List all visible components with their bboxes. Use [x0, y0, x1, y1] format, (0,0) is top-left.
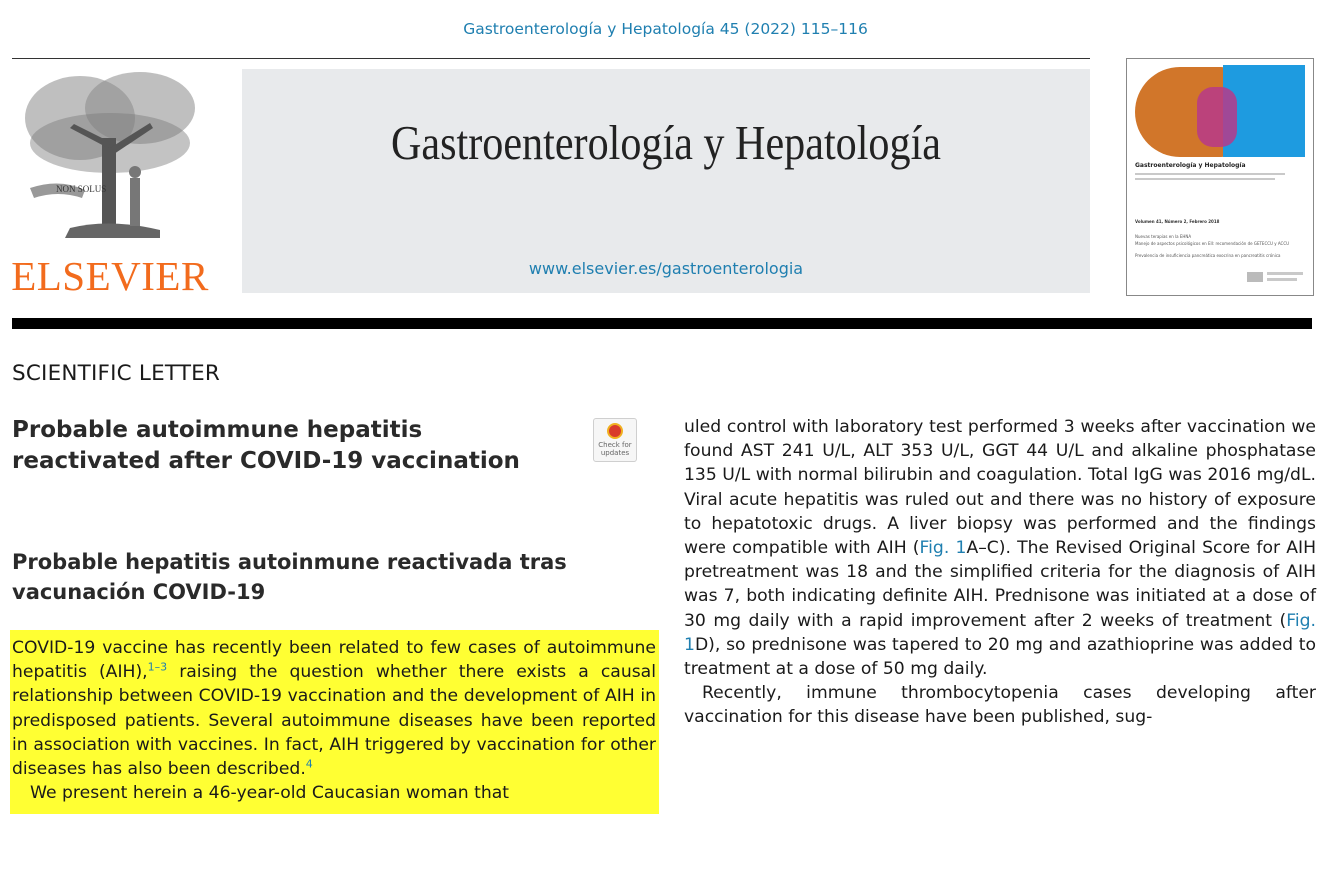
check-for-updates-button[interactable] — [593, 418, 637, 462]
elsevier-wordmark: ELSEVIER — [11, 253, 209, 299]
article-type: SCIENTIFIC LETTER — [12, 361, 221, 386]
cover-contents-line: Nuevas terapias en la EHNA — [1135, 234, 1192, 239]
check-for-updates-label: Check for updates — [598, 441, 632, 457]
cover-fineprint — [1267, 278, 1297, 281]
cover-subtitle-line — [1135, 178, 1275, 180]
header-divider — [12, 58, 1090, 59]
journal-banner — [242, 69, 1090, 293]
cover-contents-line: Prevalencia de insuficiencia pancreática exocrina en pancreatitis crónica — [1135, 253, 1281, 258]
paragraph: We present herein a 46-year-old Caucasian woman that — [30, 783, 510, 804]
paragraph — [12, 636, 656, 781]
paragraph — [684, 415, 1316, 681]
left-column — [12, 636, 656, 805]
cover-ampersand-logo — [1197, 87, 1237, 147]
citation-link[interactable]: 1–3 — [147, 660, 168, 674]
cover-title: Gastroenterología y Hepatología — [1135, 162, 1246, 169]
cover-volume: Volumen 41, Número 2, Febrero 2018 — [1135, 219, 1220, 224]
cover-fineprint — [1267, 272, 1303, 275]
elsevier-logo[interactable] — [10, 68, 210, 298]
journal-reference[interactable]: Gastroenterología y Hepatología 45 (2022) 115–116 — [463, 20, 868, 38]
paragraph: Recently, immune thrombocytopenia cases developing after vaccination for this disease have been published, sug- — [684, 683, 1316, 728]
figure-link[interactable]: Fig. 1 — [684, 610, 1316, 655]
paragraph-text: raising the question whether there exists a causal relationship between COVID-19 vaccination and the development of AIH in predisposed patients. Several autoimmune diseases have been reported in association with vaccines. In fact, AIH triggered by vaccination for other diseases has also been described. — [12, 662, 656, 780]
bookmark-icon — [607, 423, 623, 439]
article-title: Probable autoimmune hepatitis reactivated after COVID-19 vaccination — [12, 417, 520, 474]
cover-subtitle-line — [1135, 173, 1285, 175]
journal-cover-thumbnail[interactable] — [1126, 58, 1314, 296]
paragraph-text: uled control with laboratory test performed 3 weeks after vaccination we found AST 241 U/L, ALT 353 U/L, GGT 44 U/L and alkaline phosphatase 135 U/L with normal bilirubin and coagulation. Total IgG was 2016 mg/dL. Viral acute hepatitis was ruled out and there was no history of exposure to hepatotoxic drugs. A liver biopsy was performed and the findings were compatible with AIH ( — [684, 417, 1316, 559]
paragraph-text: A–C). The Revised Original Score for AIH pretreatment was 18 and the simplified criteria for the diagnosis of AIH was 7, both indicating definite AIH. Prednisone was initiated at a dose of 30 mg daily with a rapid improvement after 2 weeks of treatment ( — [684, 538, 1316, 631]
figure-link[interactable]: Fig. 1 — [919, 538, 967, 559]
article-title-spanish: Probable hepatitis autoinmune reactivada tras vacunación COVID-19 — [12, 550, 567, 604]
right-column — [684, 415, 1316, 730]
section-divider — [12, 318, 1312, 329]
tree-emblem-icon — [10, 68, 210, 250]
cover-mark-icon — [1247, 272, 1263, 282]
citation-link[interactable]: 4 — [305, 757, 313, 771]
cover-contents-line: Manejo de aspectos psicológicos en EII: recomendación de GETECCU y ACCU — [1135, 241, 1290, 246]
journal-title: Gastroenterología y Hepatología — [391, 115, 941, 170]
journal-url-link[interactable]: www.elsevier.es/gastroenterologia — [528, 259, 804, 278]
logo-motto: NON SOLUS — [56, 184, 107, 194]
paragraph-text: D), so prednisone was tapered to 20 mg and azathioprine was added to treatment at a dose of 50 mg daily. — [684, 634, 1316, 680]
paragraph-text: COVID-19 vaccine has recently been related to few cases of autoimmune hepatitis (AIH), — [12, 638, 656, 683]
